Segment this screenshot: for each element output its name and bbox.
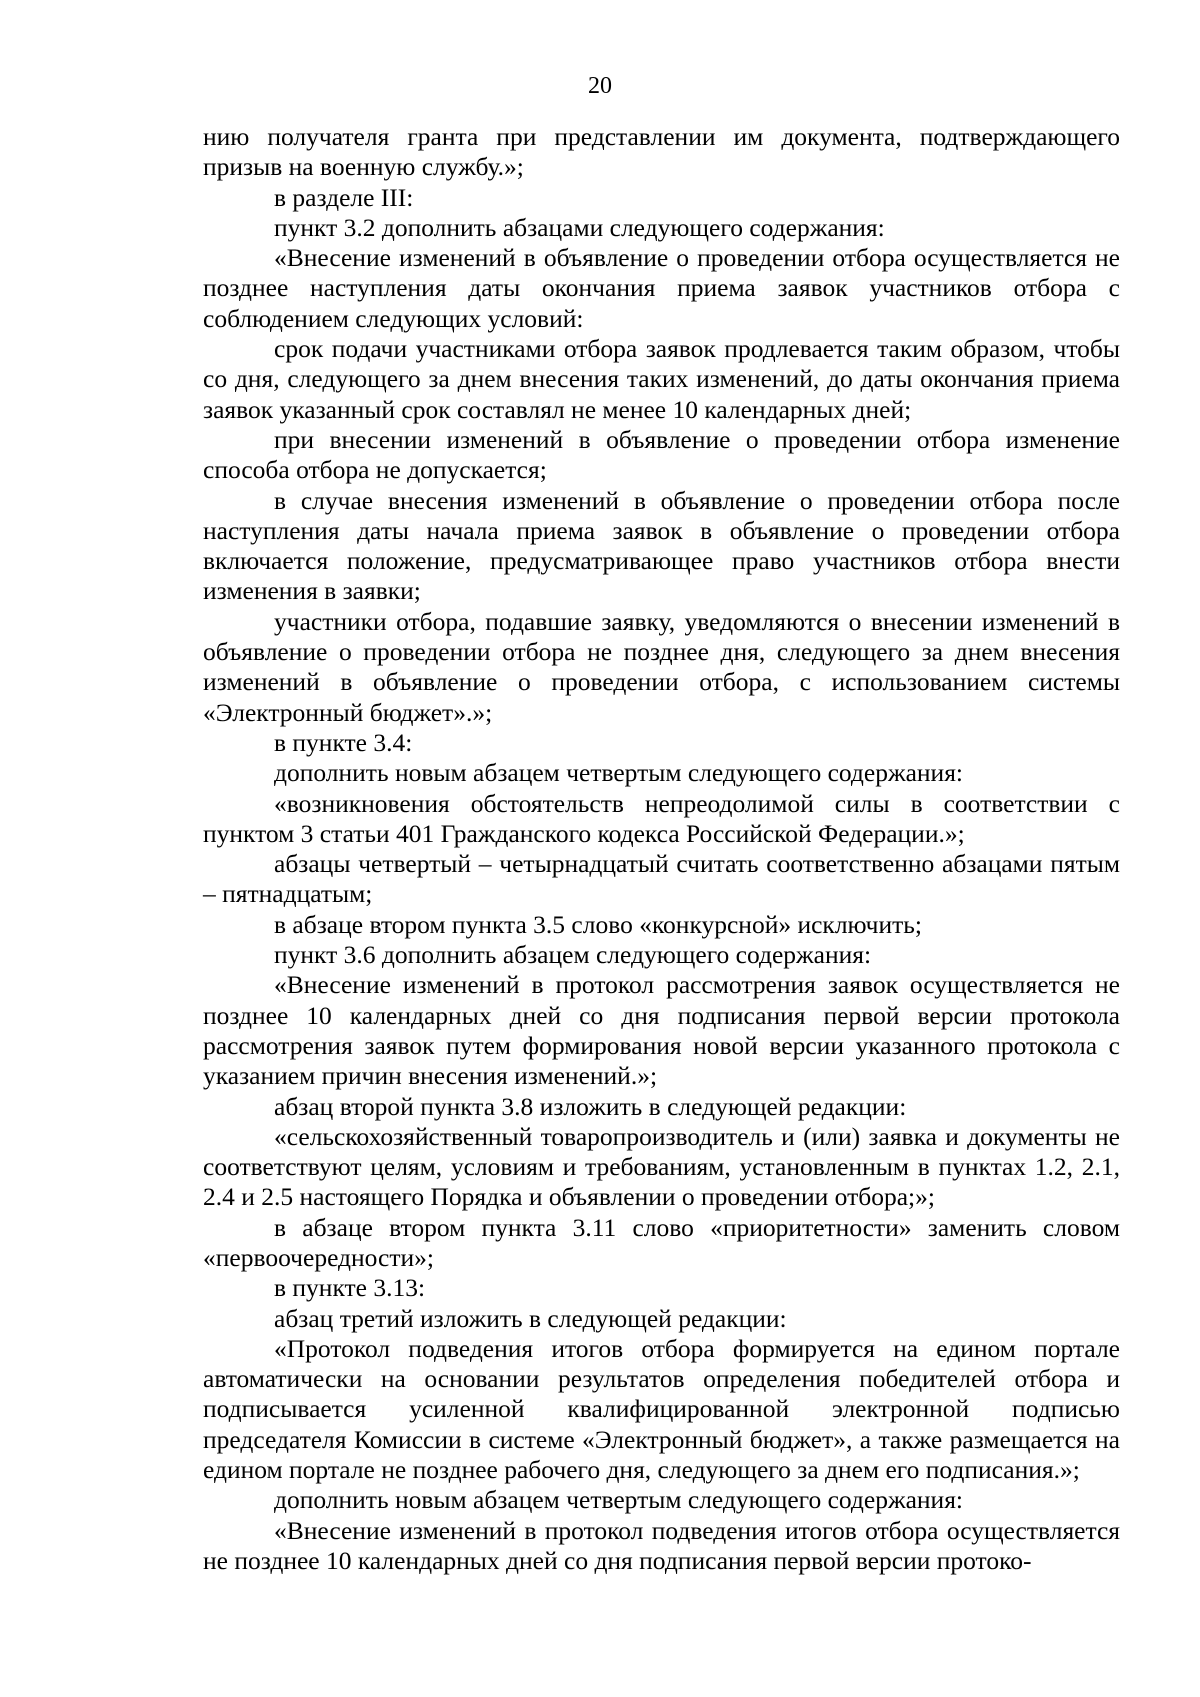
paragraph: «Протокол подведения итогов отбора формируется на едином портале автоматически на основании результатов определения победителей отбора и подписывается усиленной квалифицированной электронной подписью председателя Комиссии в системе «Электронный бюджет», а также размещается на едином портале не позднее рабочего дня, следующего за днем его подписания.»; bbox=[203, 1333, 1120, 1485]
paragraph: абзацы четвертый – четырнадцатый считать соответственно абзацами пятым – пятнадцатым; bbox=[203, 849, 1120, 909]
paragraph: «Внесение изменений в объявление о проведении отбора осуществляется не позднее наступления даты окончания приема заявок участников отбора с соблюдением следующих условий: bbox=[203, 243, 1120, 333]
paragraph: в случае внесения изменений в объявление о проведении отбора после наступления даты начала приема заявок в объявление о проведении отбора включается положение, предусматривающее право участников отбора внести изменения в заявки; bbox=[203, 485, 1120, 606]
paragraph: пункт 3.6 дополнить абзацем следующего содержания: bbox=[274, 940, 872, 970]
paragraph: участники отбора, подавшие заявку, уведомляются о внесении изменений в объявление о проведении отбора не позднее дня, следующего за днем внесения изменений в объявление о проведении отбора, с использованием системы «Электронный бюджет».»; bbox=[203, 606, 1120, 727]
paragraph: при внесении изменений в объявление о проведении отбора изменение способа отбора не допускается; bbox=[203, 424, 1120, 485]
paragraph: дополнить новым абзацем четвертым следующего содержания: bbox=[274, 758, 964, 788]
paragraph: в абзаце втором пункта 3.5 слово «конкурсной» исключить; bbox=[274, 909, 922, 939]
paragraph: в разделе III: bbox=[274, 182, 414, 212]
paragraph: в пункте 3.13: bbox=[274, 1273, 426, 1303]
paragraph: нию получателя гранта при представлении им документа, подтверждающего призыв на военную службу.»; bbox=[203, 122, 1120, 182]
paragraph: «возникновения обстоятельств непреодолимой силы в соответствии с пунктом 3 статьи 401 Гражданского кодекса Российской Федерации.»; bbox=[203, 788, 1120, 848]
paragraph: «сельскохозяйственный товаропроизводитель и (или) заявка и документы не соответствуют целям, условиям и требованиям, установленным в пунктах 1.2, 2.1, 2.4 и 2.5 настоящего Порядка и объявлении о проведении отбора;»; bbox=[203, 1121, 1120, 1212]
paragraph: дополнить новым абзацем четвертым следующего содержания: bbox=[274, 1485, 964, 1515]
paragraph: «Внесение изменений в протокол рассмотрения заявок осуществляется не позднее 10 календарных дней со дня подписания первой версии протокола рассмотрения заявок путем формирования новой версии указанного протокола с указанием причин внесения изменений.»; bbox=[203, 970, 1120, 1091]
document-body bbox=[203, 122, 1120, 1576]
paragraph: абзац третий изложить в следующей редакции: bbox=[274, 1303, 787, 1333]
paragraph: срок подачи участниками отбора заявок продлевается таким образом, чтобы со дня, следующего за днем внесения таких изменений, до даты окончания приема заявок указанный срок составлял не менее 10 календарных дней; bbox=[203, 334, 1120, 424]
paragraph: пункт 3.2 дополнить абзацами следующего содержания: bbox=[274, 212, 885, 242]
paragraph: в пункте 3.4: bbox=[274, 727, 413, 757]
paragraph: в абзаце втором пункта 3.11 слово «приоритетности» заменить словом «первоочередности»; bbox=[203, 1212, 1120, 1272]
paragraph: абзац второй пункта 3.8 изложить в следующей редакции: bbox=[274, 1091, 907, 1121]
page-number: 20 bbox=[588, 73, 612, 99]
paragraph: «Внесение изменений в протокол подведения итогов отбора осуществляется не позднее 10 календарных дней со дня подписания первой версии протоко- bbox=[203, 1515, 1120, 1575]
